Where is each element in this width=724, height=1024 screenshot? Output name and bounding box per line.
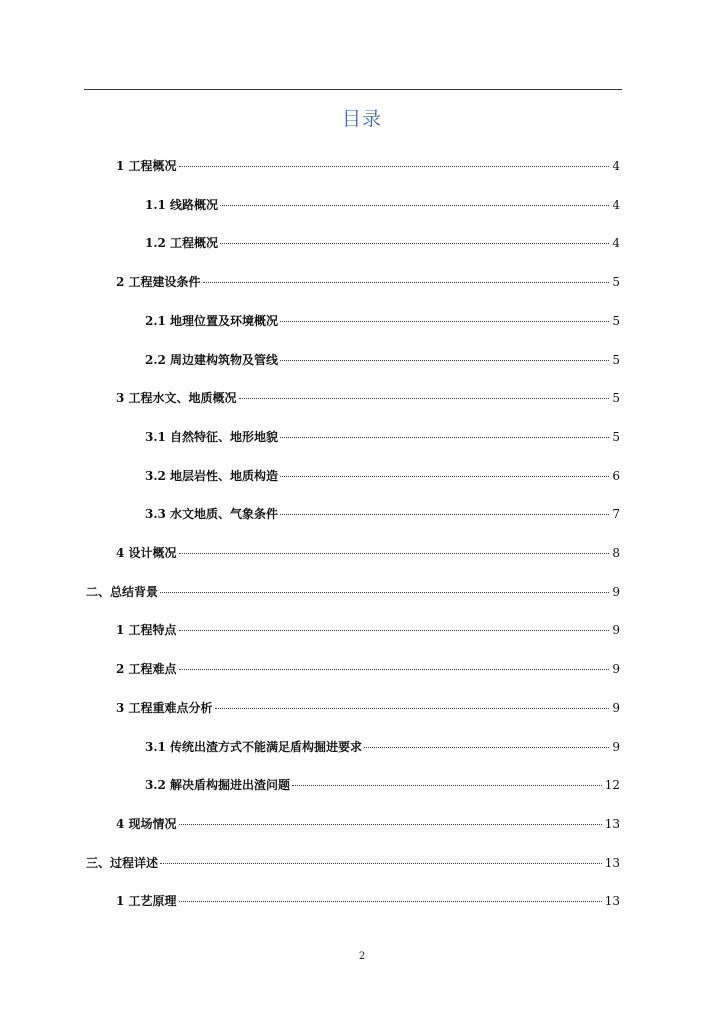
toc-entry-page: 5 [612,391,620,406]
toc-entry-text: 3.2 解决盾构掘进出渣问题 [145,778,291,793]
toc-entry[interactable] [116,815,620,833]
toc-entry-page: 5 [612,275,620,290]
toc-entry-text: 3.1 自然特征、地形地貌 [145,429,279,444]
toc-entry[interactable] [86,583,620,601]
toc-entry[interactable] [86,854,620,872]
toc-entry[interactable] [145,505,620,523]
toc-entry[interactable] [116,544,620,562]
toc-entry-text: 2 工程难点 [116,662,177,677]
toc-title: 目录 [341,108,382,130]
toc-entry-page: 9 [612,700,620,715]
toc-dot-leader [160,592,609,593]
toc-entry-page: 4 [612,236,620,251]
toc-dot-leader [220,205,609,206]
toc-dot-leader [239,398,610,399]
toc-entry-page: 13 [604,855,620,870]
toc-entry-page: 6 [612,468,620,483]
toc-entry-text: 2.1 地理位置及环境概况 [145,313,279,328]
toc-entry[interactable] [145,234,620,252]
toc-dot-leader [179,630,610,631]
toc-dot-leader [280,321,609,322]
toc-entry-page: 4 [612,159,620,173]
toc-entry-page: 5 [612,313,620,328]
toc-dot-leader [179,824,602,825]
toc-entry-text: 3.2 地层岩性、地质构造 [145,468,279,483]
toc-entry[interactable] [116,699,620,717]
toc-entry[interactable] [145,776,620,794]
toc-entry[interactable] [116,892,620,910]
toc-entry-page: 13 [604,894,620,909]
toc-entry-page: 5 [612,429,620,444]
toc-entry[interactable] [145,738,620,756]
toc-dot-leader [280,476,609,477]
toc-entry[interactable] [116,389,620,407]
toc-entry-page: 13 [604,816,620,831]
toc-entry-page: 4 [612,197,620,212]
toc-dot-leader [220,243,609,244]
toc-entry[interactable] [145,351,620,369]
toc-entry-text: 3 工程水文、地质概况 [116,391,237,406]
toc-dot-leader [215,708,610,709]
toc-entry-text: 1 工艺原理 [116,894,177,909]
toc-entry[interactable] [116,273,620,291]
toc-dot-leader [280,360,609,361]
toc-dot-leader [203,282,610,283]
toc-entry[interactable] [116,157,620,175]
toc-entry-page: 12 [604,778,620,793]
toc-dot-leader [179,669,610,670]
toc-entry-text: 三、过程详述 [86,855,159,870]
toc-entry[interactable] [145,196,620,214]
toc-entry-page: 9 [612,623,620,638]
toc-dot-leader [280,437,609,438]
toc-entry[interactable] [116,621,620,639]
toc-entry[interactable] [145,467,620,485]
toc-entry-page: 9 [612,739,620,754]
toc-entry-text: 3.3 水文地质、气象条件 [145,507,279,522]
toc-entry-text: 3.1 传统出渣方式不能满足盾构掘进要求 [145,739,363,754]
toc-entry-text: 2.2 周边建构筑物及管线 [145,352,279,367]
toc-dot-leader [364,747,609,748]
toc-dot-leader [179,553,610,554]
toc-dot-leader [292,785,602,786]
toc-dot-leader [179,901,602,902]
toc-entry-text: 1.1 线路概况 [145,197,219,212]
toc-entry[interactable] [145,428,620,446]
toc-entry-page: 9 [612,662,620,677]
toc-entry-page: 9 [612,584,620,599]
page-number: 2 [358,951,366,962]
toc-entry-page: 7 [612,507,620,522]
toc-entry-text: 1 工程概况 [116,159,177,173]
toc-entry[interactable] [145,312,620,330]
toc-dot-leader [179,166,610,167]
toc-dot-leader [280,514,609,515]
toc-entry-text: 二、总结背景 [86,584,159,599]
toc-dot-leader [160,863,602,864]
toc-entry-page: 8 [612,546,620,560]
toc-entry-text: 4 现场情况 [116,816,177,831]
toc-entry-text: 3 工程重难点分析 [116,700,213,715]
toc-entry-text: 1 工程特点 [116,623,177,638]
toc-entry[interactable] [116,660,620,678]
toc-entry-page: 5 [612,352,620,367]
toc-entry-text: 1.2 工程概况 [145,236,219,251]
toc-entry-text: 2 工程建设条件 [116,275,201,290]
toc-entry-text: 4 设计概况 [116,546,177,560]
